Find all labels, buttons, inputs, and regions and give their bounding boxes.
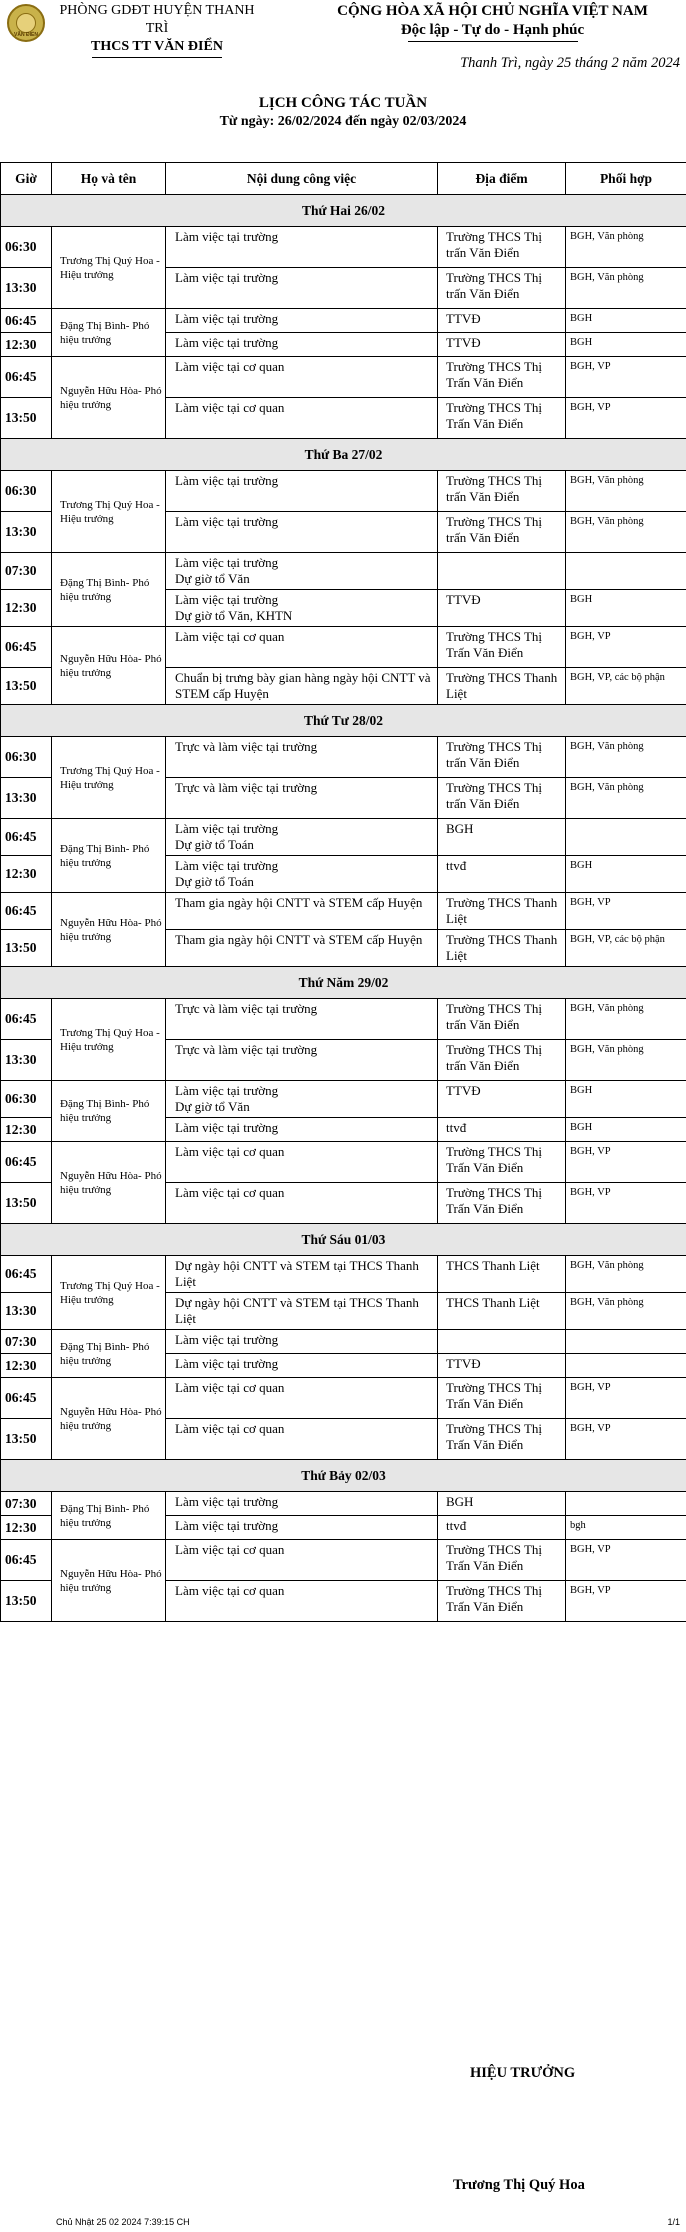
work-content-cell [166,1492,438,1516]
signature-title: HIỆU TRƯỞNG [470,2065,576,2081]
coordination-cell: BGH, Văn phòng [566,227,686,268]
work-item: Dự ngày hội CNTT và STEM tại THCS Thanh Liệt [175,1295,419,1326]
coordination-cell: BGH [566,333,686,357]
time-cell: 06:45 [1,1378,52,1419]
time-cell: 06:45 [1,309,52,333]
work-content-cell [166,1256,438,1293]
person-name-cell: Trương Thị Quý Hoa -Hiệu trưởng [52,999,166,1081]
location-cell: TTVĐ [438,309,566,333]
person-name-cell: Đặng Thị Bình- Phó hiệu trưởng [52,1081,166,1142]
work-item: Chuẩn bị trưng bày gian hàng ngày hội CNTT và STEM cấp Huyện [175,670,431,701]
time-cell: 13:50 [1,668,52,705]
time-cell: 13:50 [1,1183,52,1224]
work-content-cell [166,999,438,1040]
location-cell: ttvđ [438,1516,566,1540]
org-line-1: PHÒNG GDĐT HUYỆN THANH TRÌ [59,3,255,36]
motto: Độc lập - Tự do - Hạnh phúc [400,22,585,38]
day-header-row [1,439,686,471]
person-name-cell: Nguyễn Hữu Hòa- Phó hiệu trưởng [52,1540,166,1622]
work-item: Làm việc tại trường [175,1120,279,1135]
person-name-cell: Đặng Thị Bình- Phó hiệu trưởng [52,309,166,357]
coordination-cell: BGH, VP [566,1378,686,1419]
person-name-cell: Trương Thị Quý Hoa -Hiệu trưởng [52,737,166,819]
time-cell: 13:50 [1,1581,52,1622]
work-item: Làm việc tại trường [175,1083,279,1098]
location-cell: Trường THCS Thị trấn Văn Điển [438,737,566,778]
coordination-cell [566,553,686,590]
location-cell: THCS Thanh Liệt [438,1293,566,1330]
person-name-cell: Nguyễn Hữu Hòa- Phó hiệu trưởng [52,1378,166,1460]
coordination-cell: BGH [566,590,686,627]
work-item: Làm việc tại trường [175,1332,279,1347]
person-name-cell: Nguyễn Hữu Hòa- Phó hiệu trưởng [52,893,166,967]
time-cell: 06:30 [1,737,52,778]
work-item: Dự giờ tổ Toán [175,874,254,889]
time-cell: 06:45 [1,1540,52,1581]
person-name-cell: Trương Thị Quý Hoa -Hiệu trưởng [52,227,166,309]
work-content-cell [166,1330,438,1354]
day-header-row [1,1224,686,1256]
work-content-cell [166,512,438,553]
time-cell: 06:45 [1,819,52,856]
person-name-cell: Đặng Thị Bình- Phó hiệu trưởng [52,1330,166,1378]
location-cell: Trường THCS Thị trấn Văn Điển [438,512,566,553]
time-cell: 07:30 [1,1330,52,1354]
work-content-cell [166,1118,438,1142]
time-cell: 12:30 [1,1516,52,1540]
work-content-cell [166,590,438,627]
work-item: Trực và làm việc tại trường [175,780,318,795]
time-cell: 06:45 [1,893,52,930]
location-cell: TTVĐ [438,1081,566,1118]
time-cell: 06:45 [1,999,52,1040]
time-cell: 06:30 [1,471,52,512]
document-title: LỊCH CÔNG TÁC TUẦN [258,95,428,111]
org-underline [92,57,222,58]
work-content-cell [166,668,438,705]
work-item: Dự ngày hội CNTT và STEM tại THCS Thanh Liệt [175,1258,419,1289]
document-subtitle: Từ ngày: 26/02/2024 đến ngày 02/03/2024 [219,114,467,129]
coordination-cell: BGH, VP [566,1142,686,1183]
table-row [1,1540,686,1581]
work-item: Dự giờ tổ Văn, KHTN [175,608,293,623]
coordination-cell: BGH, Văn phòng [566,1293,686,1330]
column-header-location: Địa điểm [438,163,566,195]
work-item: Làm việc tại trường [175,858,279,873]
time-cell: 12:30 [1,856,52,893]
time-cell: 06:30 [1,227,52,268]
day-label: Thứ Hai 26/02 [1,195,686,227]
coordination-cell: BGH [566,856,686,893]
work-item: Tham gia ngày hội CNTT và STEM cấp Huyện [175,895,423,910]
time-cell: 13:50 [1,398,52,439]
work-content-cell [166,627,438,668]
time-cell: 06:45 [1,1142,52,1183]
signature-name: Trương Thị Quý Hoa [453,2177,585,2193]
work-content-cell [166,1354,438,1378]
table-row [1,227,686,268]
coordination-cell: BGH, Văn phòng [566,1040,686,1081]
work-content-cell [166,309,438,333]
table-row [1,819,686,856]
person-name-cell: Đặng Thị Bình- Phó hiệu trưởng [52,553,166,627]
work-item: Làm việc tại cơ quan [175,629,285,644]
table-row [1,1081,686,1118]
work-item: Làm việc tại cơ quan [175,1185,285,1200]
day-label: Thứ Tư 28/02 [1,705,686,737]
location-cell: Trường THCS Thị Trấn Văn Điển [438,357,566,398]
location-cell: BGH [438,819,566,856]
coordination-cell: BGH, VP [566,1419,686,1460]
day-label: Thứ Năm 29/02 [1,967,686,999]
work-content-cell [166,893,438,930]
work-content-cell [166,1516,438,1540]
location-cell: Trường THCS Thị Trấn Văn Điển [438,627,566,668]
work-content-cell [166,268,438,309]
time-cell: 06:30 [1,1081,52,1118]
page-number: 1/1 [667,2217,680,2227]
time-cell: 13:50 [1,930,52,967]
column-header-time: Giờ [1,163,52,195]
work-content-cell [166,1419,438,1460]
location-cell: THCS Thanh Liệt [438,1256,566,1293]
day-header-row [1,1460,686,1492]
work-item: Dự giờ tổ Toán [175,837,254,852]
work-content-cell [166,737,438,778]
work-item: Làm việc tại trường [175,335,279,350]
table-row [1,893,686,930]
work-item: Làm việc tại cơ quan [175,1583,285,1598]
header-organization [52,2,262,58]
location-cell: Trường THCS Thanh Liệt [438,893,566,930]
table-header-row [1,163,686,195]
table-row [1,471,686,512]
work-content-cell [166,1378,438,1419]
work-item: Dự giờ tổ Văn [175,571,250,586]
header-republic [300,2,685,42]
location-cell: Trường THCS Thị trấn Văn Điển [438,1040,566,1081]
location-cell: Trường THCS Thị Trấn Văn Điển [438,398,566,439]
work-content-cell [166,1540,438,1581]
location-cell: Trường THCS Thị trấn Văn Điển [438,227,566,268]
school-logo: VĂN ĐIỂN [7,4,45,42]
table-row [1,309,686,333]
coordination-cell: BGH, Văn phòng [566,512,686,553]
work-item: Làm việc tại trường [175,229,279,244]
time-cell: 07:30 [1,1492,52,1516]
schedule-body [1,195,686,1622]
coordination-cell: bgh [566,1516,686,1540]
day-label: Thứ Bảy 02/03 [1,1460,686,1492]
location-cell: Trường THCS Thị trấn Văn Điển [438,778,566,819]
schedule-table [0,162,686,1622]
coordination-cell: BGH, VP [566,893,686,930]
work-content-cell [166,357,438,398]
coordination-cell [566,1330,686,1354]
coordination-cell: BGH [566,1081,686,1118]
day-label: Thứ Sáu 01/03 [1,1224,686,1256]
location-cell: Trường THCS Thị Trấn Văn Điển [438,1419,566,1460]
location-cell: Trường THCS Thị Trấn Văn Điển [438,1142,566,1183]
org-line-2: THCS TT VĂN ĐIỂN [91,39,223,54]
work-item: Tham gia ngày hội CNTT và STEM cấp Huyện [175,932,423,947]
coordination-cell: BGH [566,1118,686,1142]
location-cell: TTVĐ [438,1354,566,1378]
person-name-cell: Nguyễn Hữu Hòa- Phó hiệu trưởng [52,357,166,439]
work-content-cell [166,930,438,967]
location-cell: Trường THCS Thanh Liệt [438,930,566,967]
location-cell: Trường THCS Thị trấn Văn Điển [438,999,566,1040]
location-cell: Trường THCS Thị Trấn Văn Điển [438,1540,566,1581]
location-cell: Trường THCS Thị Trấn Văn Điển [438,1183,566,1224]
person-name-cell: Đặng Thị Bình- Phó hiệu trưởng [52,819,166,893]
coordination-cell [566,1354,686,1378]
coordination-cell: BGH, Văn phòng [566,999,686,1040]
work-item: Trực và làm việc tại trường [175,1042,318,1057]
person-name-cell: Trương Thị Quý Hoa -Hiệu trưởng [52,471,166,553]
table-row [1,1492,686,1516]
work-content-cell [166,856,438,893]
place-date: Thanh Trì, ngày 25 tháng 2 năm 2024 [460,55,680,71]
work-content-cell [166,333,438,357]
work-item: Trực và làm việc tại trường [175,1001,318,1016]
person-name-cell: Nguyễn Hữu Hòa- Phó hiệu trưởng [52,627,166,705]
day-label: Thứ Ba 27/02 [1,439,686,471]
work-item: Làm việc tại trường [175,270,279,285]
coordination-cell: BGH, Văn phòng [566,471,686,512]
table-row [1,999,686,1040]
table-row [1,357,686,398]
location-cell [438,553,566,590]
coordination-cell: BGH, VP, các bộ phận [566,930,686,967]
coordination-cell: BGH, VP [566,1183,686,1224]
work-item: Dự giờ tổ Văn [175,1099,250,1114]
coordination-cell: BGH [566,309,686,333]
coordination-cell: BGH, VP [566,398,686,439]
location-cell: Trường THCS Thị trấn Văn Điển [438,268,566,309]
person-name-cell: Đặng Thị Bình- Phó hiệu trưởng [52,1492,166,1540]
time-cell: 06:45 [1,627,52,668]
work-content-cell [166,227,438,268]
coordination-cell [566,1492,686,1516]
work-content-cell [166,398,438,439]
time-cell: 12:30 [1,590,52,627]
time-cell: 12:30 [1,333,52,357]
work-item: Làm việc tại trường [175,555,279,570]
table-row [1,1378,686,1419]
coordination-cell: BGH, VP [566,1581,686,1622]
time-cell: 13:30 [1,1040,52,1081]
work-content-cell [166,819,438,856]
person-name-cell: Trương Thị Quý Hoa -Hiệu trưởng [52,1256,166,1330]
work-content-cell [166,1081,438,1118]
work-content-cell [166,778,438,819]
coordination-cell: BGH, Văn phòng [566,268,686,309]
person-name-cell: Nguyễn Hữu Hòa- Phó hiệu trưởng [52,1142,166,1224]
print-timestamp: Chủ Nhật 25 02 2024 7:39:15 CH [56,2217,190,2227]
table-row [1,627,686,668]
table-row [1,737,686,778]
time-cell: 12:30 [1,1354,52,1378]
day-header-row [1,195,686,227]
work-content-cell [166,1581,438,1622]
work-content-cell [166,1183,438,1224]
motto-underline [408,41,578,42]
location-cell: TTVĐ [438,333,566,357]
time-cell: 12:30 [1,1118,52,1142]
location-cell [438,1330,566,1354]
work-content-cell [166,1142,438,1183]
location-cell: ttvđ [438,1118,566,1142]
coordination-cell: BGH, VP [566,1540,686,1581]
work-item: Làm việc tại cơ quan [175,1144,285,1159]
work-item: Làm việc tại trường [175,1356,279,1371]
work-item: Làm việc tại trường [175,473,279,488]
location-cell: Trường THCS Thị trấn Văn Điển [438,471,566,512]
location-cell: ttvđ [438,856,566,893]
coordination-cell: BGH, Văn phòng [566,737,686,778]
location-cell: Trường THCS Thị Trấn Văn Điển [438,1378,566,1419]
coordination-cell: BGH, Văn phòng [566,778,686,819]
location-cell: BGH [438,1492,566,1516]
location-cell: TTVĐ [438,590,566,627]
day-header-row [1,967,686,999]
table-row [1,553,686,590]
work-content-cell [166,1293,438,1330]
column-header-name: Họ và tên [52,163,166,195]
coordination-cell: BGH, VP [566,627,686,668]
work-item: Làm việc tại cơ quan [175,1542,285,1557]
work-item: Làm việc tại trường [175,821,279,836]
work-item: Làm việc tại trường [175,514,279,529]
table-row [1,1330,686,1354]
work-item: Trực và làm việc tại trường [175,739,318,754]
work-item: Làm việc tại cơ quan [175,1421,285,1436]
table-row [1,1256,686,1293]
time-cell: 13:30 [1,778,52,819]
day-header-row [1,705,686,737]
work-content-cell [166,471,438,512]
column-header-work: Nội dung công việc [166,163,438,195]
work-item: Làm việc tại trường [175,592,279,607]
time-cell: 06:45 [1,357,52,398]
time-cell: 13:30 [1,1293,52,1330]
work-item: Làm việc tại cơ quan [175,359,285,374]
time-cell: 13:50 [1,1419,52,1460]
work-item: Làm việc tại trường [175,1494,279,1509]
time-cell: 06:45 [1,1256,52,1293]
location-cell: Trường THCS Thanh Liệt [438,668,566,705]
column-header-coordination: Phối hợp [566,163,686,195]
work-item: Làm việc tại cơ quan [175,1380,285,1395]
work-content-cell [166,1040,438,1081]
time-cell: 13:30 [1,268,52,309]
coordination-cell: BGH, VP, các bộ phận [566,668,686,705]
coordination-cell: BGH, Văn phòng [566,1256,686,1293]
time-cell: 13:30 [1,512,52,553]
location-cell: Trường THCS Thị Trấn Văn Điển [438,1581,566,1622]
republic-title: CỘNG HÒA XÃ HỘI CHỦ NGHĨA VIỆT NAM [337,3,648,19]
table-row [1,1142,686,1183]
work-item: Làm việc tại cơ quan [175,400,285,415]
coordination-cell: BGH, VP [566,357,686,398]
coordination-cell [566,819,686,856]
work-item: Làm việc tại trường [175,1518,279,1533]
work-item: Làm việc tại trường [175,311,279,326]
work-content-cell [166,553,438,590]
time-cell: 07:30 [1,553,52,590]
